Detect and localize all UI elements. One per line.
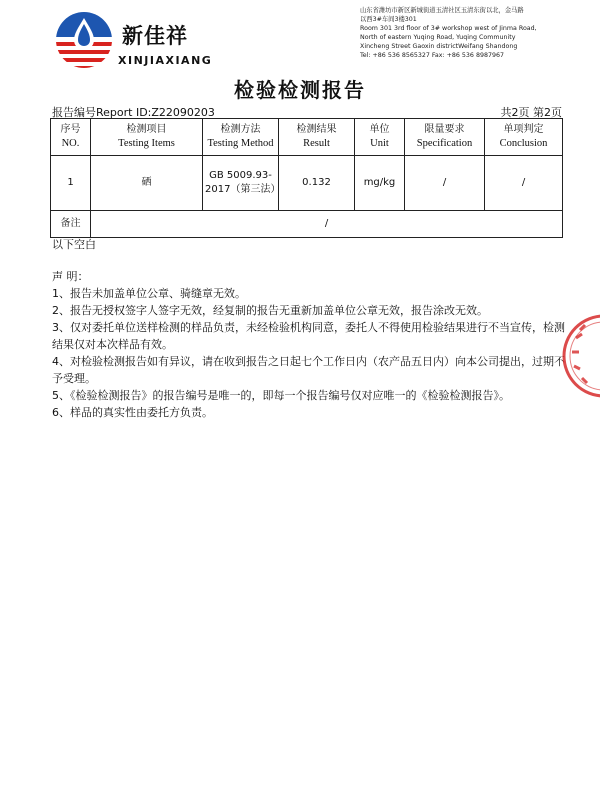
company-seal-stamp (558, 308, 600, 404)
statement-item: 1、报告未加盖单位公章、骑缝章无效。 (52, 287, 246, 300)
report-id: 报告编号Report ID:Z22090203 (52, 106, 215, 119)
header-cell: 检测方法 Testing Method (203, 119, 279, 156)
header-cell: 检测项目 Testing Items (91, 119, 203, 156)
statement-item: 2、报告无授权签字人签字无效，经复制的报告无重新加盖单位公章无效，报告涂改无效。 (52, 304, 488, 317)
cell-no: 1 (51, 156, 91, 211)
cell-unit: mg/kg (355, 156, 405, 211)
remark-label: 备注 (51, 211, 91, 238)
statement-item: 4、对检验检测报告如有异议，请在收到报告之日起七个工作日内（农产品五日内）向本公司提出，过期不予受理。 (52, 355, 565, 385)
company-name-cn: 新佳祥 (122, 24, 188, 48)
statements-section (52, 268, 572, 421)
results-table (50, 118, 563, 238)
cell-spec: / (405, 156, 485, 211)
address-line: North of eastern Yuqing Road, Yuqing Community (360, 34, 516, 41)
page-number: 共2页 第2页 (500, 106, 562, 119)
statement-heading: 声 明： (52, 270, 89, 283)
statement-item: 5、《检验检测报告》的报告编号是唯一的，即每一个报告编号仅对应唯一的《检验检测报告》。 (52, 389, 510, 402)
header-cell: 单位 Unit (355, 119, 405, 156)
blank-below-note: 以下空白 (52, 238, 96, 251)
statement-item: 3、仅对委托单位送样检测的样品负责，未经检验机构同意，委托人不得使用检验结果进行不当宣传，检测结果仅对本次样品有效。 (52, 321, 565, 351)
address-line: Xincheng Street Gaoxin districtWeifang Shandong (360, 43, 518, 50)
address-line: Tel: +86 536 8565327 Fax: +86 536 8987967 (360, 52, 504, 59)
remark-value: / (91, 211, 563, 238)
header-cell: 单项判定 Conclusion (485, 119, 563, 156)
address-line: 山东省潍坊市新区新城街道玉清社区玉清东街以北，金马路 (360, 7, 524, 14)
table-row (51, 156, 563, 211)
company-address (360, 6, 596, 60)
cell-method: GB 5009.93-2017（第三法） (203, 156, 279, 211)
cell-result: 0.132 (279, 156, 355, 211)
header-cell: 限量要求 Specification (405, 119, 485, 156)
statement-item: 6、样品的真实性由委托方负责。 (52, 406, 213, 419)
address-line: Room 301 3rd floor of 3# workshop west of Jinma Road, (360, 25, 537, 32)
header-cell: 序号 NO. (51, 119, 91, 156)
address-line: 以西3#车间3楼301 (360, 16, 417, 23)
company-logo (54, 10, 114, 70)
remark-row (51, 211, 563, 238)
table-header-row (51, 119, 563, 156)
cell-conclusion: / (485, 156, 563, 211)
company-name-en: XINJIAXIANG (118, 54, 213, 67)
document-title: 检验检测报告 (234, 78, 366, 102)
cell-item: 硒 (91, 156, 203, 211)
header-cell: 检测结果 Result (279, 119, 355, 156)
